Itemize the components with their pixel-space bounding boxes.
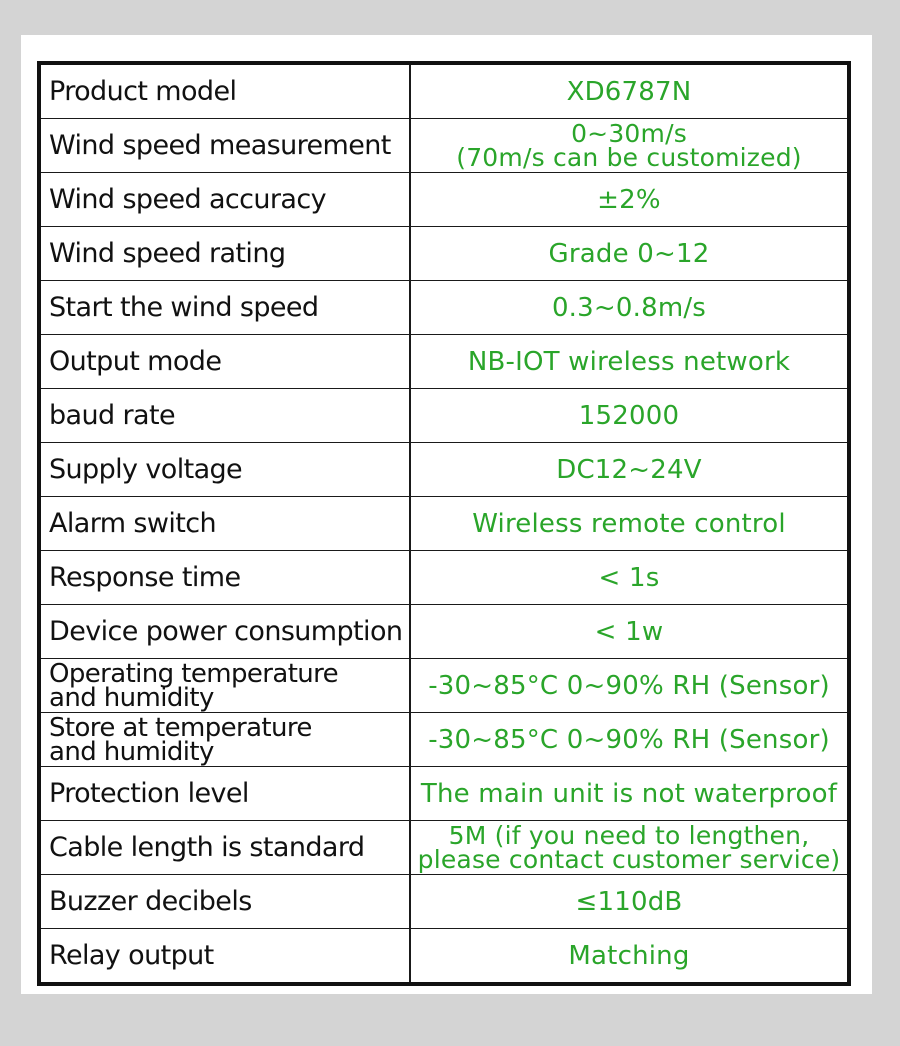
spec-label: Response time bbox=[49, 562, 241, 593]
spec-value: 152000 bbox=[578, 400, 680, 431]
spec-label: Wind speed rating bbox=[49, 238, 286, 269]
spec-value: DC12~24V bbox=[556, 454, 702, 485]
spec-label-cell bbox=[39, 119, 410, 173]
table-row bbox=[39, 929, 849, 985]
spec-value: Grade 0~12 bbox=[548, 238, 710, 269]
spec-value-cell bbox=[410, 173, 849, 227]
spec-value: Wireless remote control bbox=[472, 508, 786, 539]
spec-label-cell bbox=[39, 443, 410, 497]
table-row bbox=[39, 821, 849, 875]
spec-label: and humidity bbox=[49, 682, 214, 713]
spec-label-cell bbox=[39, 173, 410, 227]
spec-label-cell bbox=[39, 389, 410, 443]
spec-label: Product model bbox=[49, 76, 237, 107]
spec-value-cell bbox=[410, 551, 849, 605]
spec-label-cell bbox=[39, 551, 410, 605]
spec-value-cell bbox=[410, 63, 849, 119]
spec-label: Supply voltage bbox=[49, 454, 243, 485]
spec-value: ≤110dB bbox=[575, 886, 683, 917]
spec-value-cell bbox=[410, 767, 849, 821]
spec-label-cell bbox=[39, 821, 410, 875]
spec-value-cell bbox=[410, 443, 849, 497]
spec-value-cell bbox=[410, 929, 849, 985]
table-row bbox=[39, 173, 849, 227]
spec-value-cell bbox=[410, 875, 849, 929]
spec-value: 0.3~0.8m/s bbox=[551, 292, 707, 323]
spec-label: Wind speed accuracy bbox=[49, 184, 327, 215]
spec-label-cell bbox=[39, 605, 410, 659]
spec-value: ±2% bbox=[597, 184, 661, 215]
spec-value-cell bbox=[410, 497, 849, 551]
spec-label: Start the wind speed bbox=[49, 292, 319, 323]
spec-label: Cable length is standard bbox=[49, 832, 365, 863]
spec-label-cell bbox=[39, 335, 410, 389]
table-row bbox=[39, 551, 849, 605]
table-row bbox=[39, 713, 849, 767]
spec-label: Operating temperature bbox=[49, 658, 339, 689]
table-row bbox=[39, 443, 849, 497]
spec-label: Relay output bbox=[49, 940, 214, 971]
spec-label: Wind speed measurement bbox=[49, 130, 391, 161]
spec-value-cell bbox=[410, 821, 849, 875]
spec-label-cell bbox=[39, 929, 410, 985]
spec-label-cell bbox=[39, 227, 410, 281]
spec-value-cell bbox=[410, 281, 849, 335]
table-row bbox=[39, 497, 849, 551]
spec-value: 0~30m/s bbox=[571, 118, 687, 148]
spec-label: baud rate bbox=[49, 400, 175, 431]
table-row bbox=[39, 63, 849, 119]
spec-label-cell bbox=[39, 497, 410, 551]
spec-label: and humidity bbox=[49, 736, 214, 767]
spec-value: The main unit is not waterproof bbox=[420, 778, 838, 809]
spec-value: < 1s bbox=[598, 562, 660, 593]
table-row bbox=[39, 605, 849, 659]
spec-value: 5M (if you need to lengthen, bbox=[448, 820, 810, 850]
spec-value-cell bbox=[410, 713, 849, 767]
table-row bbox=[39, 227, 849, 281]
spec-label-cell bbox=[39, 875, 410, 929]
spec-value-cell bbox=[410, 119, 849, 173]
spec-value: -30~85°C 0~90% RH (Sensor) bbox=[428, 670, 830, 701]
spec-label: Buzzer decibels bbox=[49, 886, 252, 917]
spec-label-cell bbox=[39, 659, 410, 713]
spec-value: (70m/s can be customized) bbox=[456, 142, 802, 172]
table-row bbox=[39, 119, 849, 173]
table-row bbox=[39, 281, 849, 335]
spec-value-cell bbox=[410, 335, 849, 389]
spec-label-cell bbox=[39, 767, 410, 821]
spec-value: < 1w bbox=[594, 616, 664, 647]
spec-value: -30~85°C 0~90% RH (Sensor) bbox=[428, 724, 830, 755]
table-row bbox=[39, 659, 849, 713]
spec-table bbox=[37, 61, 851, 986]
spec-value-cell bbox=[410, 659, 849, 713]
table-row bbox=[39, 767, 849, 821]
spec-value-cell bbox=[410, 227, 849, 281]
spec-value: please contact customer service) bbox=[417, 844, 841, 874]
spec-value-cell bbox=[410, 605, 849, 659]
spec-label: Alarm switch bbox=[49, 508, 217, 539]
table-row bbox=[39, 389, 849, 443]
spec-value: NB-IOT wireless network bbox=[467, 346, 791, 377]
table-row bbox=[39, 335, 849, 389]
spec-value: Matching bbox=[568, 940, 690, 971]
spec-label-cell bbox=[39, 63, 410, 119]
table-row bbox=[39, 875, 849, 929]
spec-label: Store at temperature bbox=[49, 712, 312, 743]
spec-table-body bbox=[39, 63, 849, 984]
spec-label: Output mode bbox=[49, 346, 222, 377]
spec-label: Protection level bbox=[49, 778, 249, 809]
spec-label-cell bbox=[39, 713, 410, 767]
spec-value: XD6787N bbox=[566, 76, 692, 107]
spec-label-cell bbox=[39, 281, 410, 335]
spec-label: Device power consumption bbox=[49, 616, 403, 647]
spec-value-cell bbox=[410, 389, 849, 443]
